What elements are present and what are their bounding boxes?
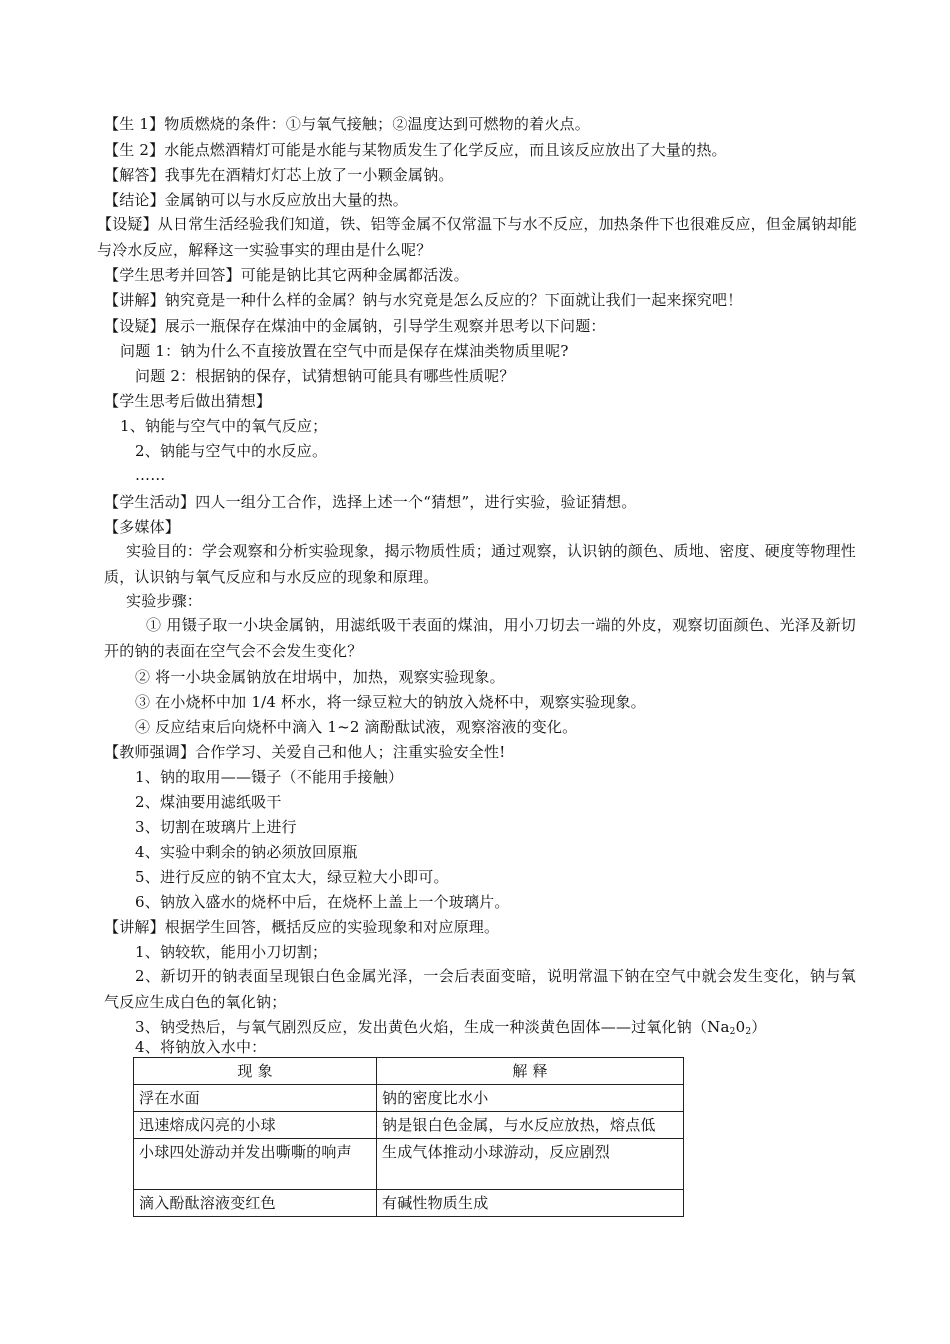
text-line: ③ 在小烧杯中加 1/4 杯水，将一绿豆粒大的钠放入烧杯中，观察实验现象。 — [135, 693, 646, 711]
text-span: ） — [751, 1018, 767, 1036]
text-line: 6、钠放入盛水的烧杯中后，在烧杯上盖上一个玻璃片。 — [135, 893, 510, 911]
table-row — [134, 1112, 684, 1139]
text-line: 【设疑】展示一瓶保存在煤油中的金属钠，引导学生观察并思考以下问题： — [104, 317, 606, 335]
observation-table — [133, 1057, 684, 1217]
column-header: 现 象 — [134, 1058, 377, 1085]
text-line: ④ 反应结束后向烧杯中滴入 1~2 滴酚酞试液，观察溶液的变化。 — [135, 718, 578, 736]
text-line: 4、实验中剩余的钠必须放回原瓶 — [135, 843, 358, 861]
text-line: 【讲解】钠究竟是一种什么样的金属？钠与水究竟是怎么反应的？下面就让我们一起来探究吧！ — [104, 291, 743, 309]
text-line: ② 将一小块金属钠放在坩埚中，加热，观察实验现象。 — [135, 668, 505, 686]
text-span: 0 — [735, 1018, 746, 1036]
text-line: 【解答】我事先在酒精灯灯芯上放了一小颗金属钠。 — [104, 166, 454, 184]
text-line: 实验步骤： — [126, 592, 203, 610]
table-row — [134, 1139, 684, 1190]
table-cell: 浮在水面 — [134, 1085, 377, 1112]
subscript: 2 — [745, 1027, 752, 1037]
table-cell: 迅速熔成闪亮的小球 — [134, 1112, 377, 1139]
column-header: 解 释 — [377, 1058, 684, 1085]
text-line: 【学生活动】四人一组分工合作，选择上述一个“猜想”，进行实验，验证猜想。 — [104, 493, 637, 511]
text-line: 1、钠能与空气中的氧气反应； — [120, 417, 328, 435]
text-line: 2、煤油要用滤纸吸干 — [135, 793, 282, 811]
table-cell: 钠是银白色金属，与水反应放热，熔点低 — [377, 1112, 684, 1139]
table-row — [134, 1085, 684, 1112]
table-row — [134, 1190, 684, 1217]
table-header-row — [134, 1058, 684, 1085]
text-line: 5、进行反应的钠不宜太大，绿豆粒大小即可。 — [135, 868, 449, 886]
text-line: 【生 1】物质燃烧的条件：①与氧气接触；②温度达到可燃物的着火点。 — [104, 115, 590, 133]
text-paragraph: 实验目的：学会观察和分析实验现象，揭示物质性质；通过观察，认识钠的颜色、质地、密度、硬度等物理性质，认识钠与氧气反应和与水反应的现象和原理。 — [104, 542, 856, 586]
text-line: 【讲解】根据学生回答，概括反应的实验现象和对应原理。 — [104, 918, 500, 936]
text-line: 1、钠较软，能用小刀切割； — [135, 943, 328, 961]
table-cell: 钠的密度比水小 — [377, 1085, 684, 1112]
text-paragraph: 【设疑】从日常生活经验我们知道，铁、铝等金属不仅常温下与水不反应，加热条件下也很难反应，但金属钠却能与冷水反应，解释这一实验事实的理由是什么呢？ — [97, 215, 858, 259]
text-span: 3、钠受热后，与氧气剧烈反应，发出黄色火焰，生成一种淡黄色固体——过氧化钠（Na — [135, 1018, 730, 1036]
text-line: 问题 1：钠为什么不直接放置在空气中而是保存在煤油类物质里呢? — [120, 342, 569, 360]
table-cell: 滴入酚酞溶液变红色 — [134, 1190, 377, 1217]
text-line: 4、将钠放入水中： — [135, 1038, 267, 1056]
text-line: 1、钠的取用——镊子（不能用手接触） — [135, 768, 404, 786]
text-paragraph: 2、新切开的钠表面呈现银白色金属光泽，一会后表面变暗，说明常温下钠在空气中就会发生变化，钠与氧气反应生成白色的氧化钠； — [104, 967, 856, 1011]
text-line: 【生 2】水能点燃酒精灯可能是水能与某物质发生了化学反应，而且该反应放出了大量的热。 — [104, 141, 727, 159]
text-line: 【结论】金属钠可以与水反应放出大量的热。 — [104, 191, 409, 209]
text-line: 问题 2：根据钠的保存，试猜想钠可能具有哪些性质呢？ — [135, 367, 515, 385]
text-line: 2、钠能与空气中的水反应。 — [135, 442, 328, 460]
text-line: 3、切割在玻璃片上进行 — [135, 818, 297, 836]
text-paragraph: ① 用镊子取一小块金属钠，用滤纸吸干表面的煤油，用小刀切去一端的外皮，观察切面颜色、光泽及新切开的钠的表面在空气会不会发生变化？ — [104, 616, 856, 660]
text-line: 【多媒体】 — [104, 518, 181, 536]
text-line: …… — [135, 466, 166, 484]
text-line: 【教师强调】合作学习、关爱自己和他人；注重实验安全性! — [104, 743, 506, 761]
subscript: 2 — [729, 1027, 736, 1037]
text-line: 【学生思考后做出猜想】 — [104, 392, 272, 410]
table-cell: 有碱性物质生成 — [377, 1190, 684, 1217]
text-line: 【学生思考并回答】可能是钠比其它两种金属都活泼。 — [104, 266, 469, 284]
table-cell: 小球四处游动并发出嘶嘶的响声 — [134, 1139, 377, 1190]
table-cell: 生成气体推动小球游动，反应剧烈 — [377, 1139, 684, 1190]
